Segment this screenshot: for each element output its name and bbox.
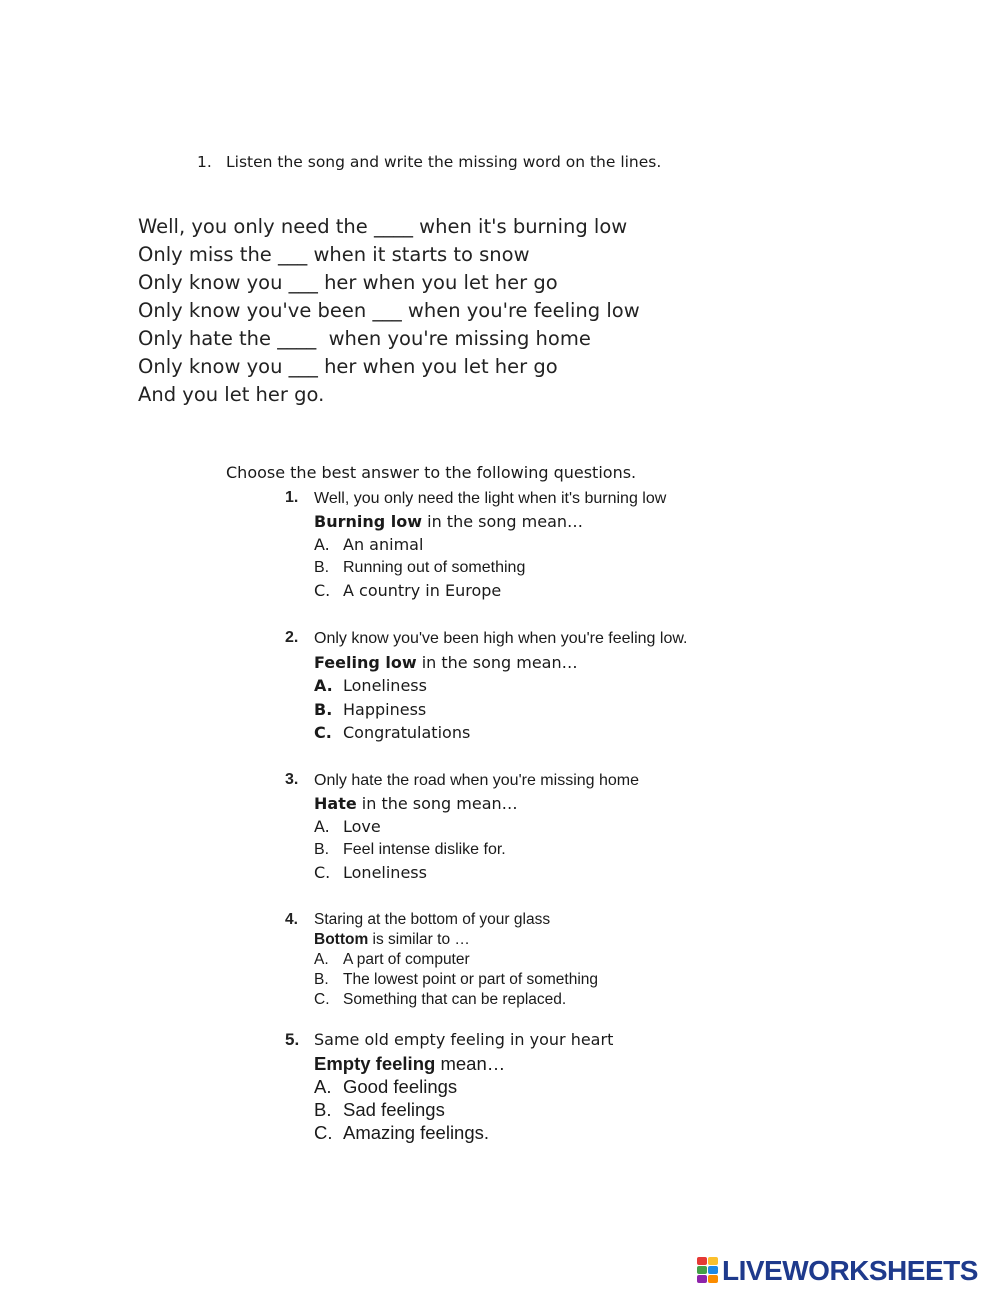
option-letter: B.	[314, 1099, 332, 1120]
answer-option[interactable]	[314, 1076, 613, 1099]
option-letter: C.	[314, 1122, 333, 1143]
question-term: Bottom	[314, 931, 369, 948]
option-letter: B.	[314, 559, 330, 576]
option-text: The lowest point or part of something	[343, 971, 599, 988]
answer-option[interactable]	[314, 971, 598, 991]
lyric-line: Only know you've been ___ when you're feeling low	[138, 299, 640, 322]
option-text: Loneliness	[343, 863, 427, 882]
question-term: Burning low	[314, 512, 423, 531]
answer-option[interactable]	[314, 991, 598, 1011]
answer-option[interactable]	[314, 700, 687, 724]
question-line: Staring at the bottom of your glass	[314, 911, 551, 928]
option-letter: C.	[314, 991, 330, 1008]
option-text: Loneliness	[343, 676, 427, 695]
option-text: Happiness	[343, 699, 427, 719]
answer-option[interactable]	[314, 535, 666, 558]
option-letter: B.	[314, 841, 330, 858]
answer-option[interactable]	[314, 1099, 613, 1122]
answer-option[interactable]	[314, 1122, 613, 1145]
lyric-line: Only miss the ___ when it starts to snow	[138, 243, 530, 266]
question-prompt-text: in the song mean…	[422, 512, 584, 531]
question-prompt	[314, 653, 687, 677]
question-prompt	[314, 1053, 613, 1076]
answer-option[interactable]	[314, 723, 687, 747]
option-text: Something that can be replaced.	[343, 991, 567, 1008]
answer-option[interactable]	[314, 581, 666, 604]
option-letter: C.	[314, 863, 331, 882]
question-number: 1.	[285, 489, 299, 506]
question-number: 3.	[285, 771, 299, 788]
question-line: Same old empty feeling in your heart	[314, 1030, 614, 1049]
question-number: 5.	[285, 1030, 300, 1049]
option-text: Amazing feelings.	[343, 1122, 490, 1143]
logo-text: LIVEWORKSHEETS	[722, 1255, 978, 1286]
question-prompt	[314, 794, 639, 817]
option-letter: A.	[314, 1076, 332, 1097]
question-term: Empty feeling	[314, 1053, 436, 1074]
question-line: Only know you've been high when you're feeling low.	[314, 630, 688, 647]
answer-option[interactable]	[314, 676, 687, 700]
question-prompt-text: in the song mean…	[416, 652, 578, 672]
lyric-line: Well, you only need the ____ when it's burning low	[138, 215, 628, 238]
part1-instruction-text: Listen the song and write the missing word on the lines.	[226, 153, 662, 171]
question-term: Hate	[314, 794, 357, 813]
question-term: Feeling low	[314, 652, 417, 672]
part2-instruction: Choose the best answer to the following questions.	[226, 463, 637, 482]
lyrics-block	[138, 213, 640, 409]
option-letter: B.	[314, 699, 333, 719]
option-letter: B.	[314, 971, 329, 988]
question-prompt-text: mean…	[435, 1053, 506, 1074]
option-text: An animal	[343, 535, 424, 554]
answer-option[interactable]	[314, 951, 598, 971]
lyric-line: Only know you ___ her when you let her go	[138, 271, 558, 294]
lyric-line: Only hate the ____ when you're missing home	[138, 327, 591, 350]
option-text: A country in Europe	[343, 581, 502, 600]
lyric-line: And you let her go.	[138, 383, 325, 406]
answer-option[interactable]	[314, 840, 639, 863]
liveworksheets-logo	[697, 1256, 978, 1286]
answer-option[interactable]	[314, 817, 639, 840]
option-letter: A.	[314, 676, 333, 695]
question-prompt	[314, 931, 598, 951]
option-text: A part of computer	[343, 951, 470, 968]
question-line: Well, you only need the light when it's burning low	[314, 490, 667, 507]
option-letter: A.	[314, 817, 330, 836]
question-number: 2.	[285, 629, 299, 646]
question-line: Only hate the road when you're missing home	[314, 772, 640, 789]
question-prompt-text: is similar to …	[368, 931, 470, 948]
question-number: 4.	[285, 911, 298, 928]
question-prompt	[314, 512, 666, 535]
question-prompt-text: in the song mean…	[356, 794, 518, 813]
option-text: Running out of something	[343, 559, 526, 576]
option-letter: C.	[314, 581, 331, 600]
option-text: Feel intense dislike for.	[343, 841, 506, 858]
lyric-line: Only know you ___ her when you let her go	[138, 355, 558, 378]
answer-option[interactable]	[314, 558, 666, 581]
answer-option[interactable]	[314, 863, 639, 886]
option-text: Love	[343, 817, 381, 836]
option-text: Good feelings	[343, 1076, 458, 1097]
option-letter: A.	[314, 535, 330, 554]
option-letter: A.	[314, 951, 329, 968]
option-text: Sad feelings	[343, 1099, 445, 1120]
liveworksheets-logo-icon	[697, 1257, 719, 1285]
option-text: Congratulations	[343, 723, 471, 742]
part1-number: 1.	[197, 153, 212, 171]
option-letter: C.	[314, 723, 332, 742]
part1-instruction	[197, 153, 661, 171]
